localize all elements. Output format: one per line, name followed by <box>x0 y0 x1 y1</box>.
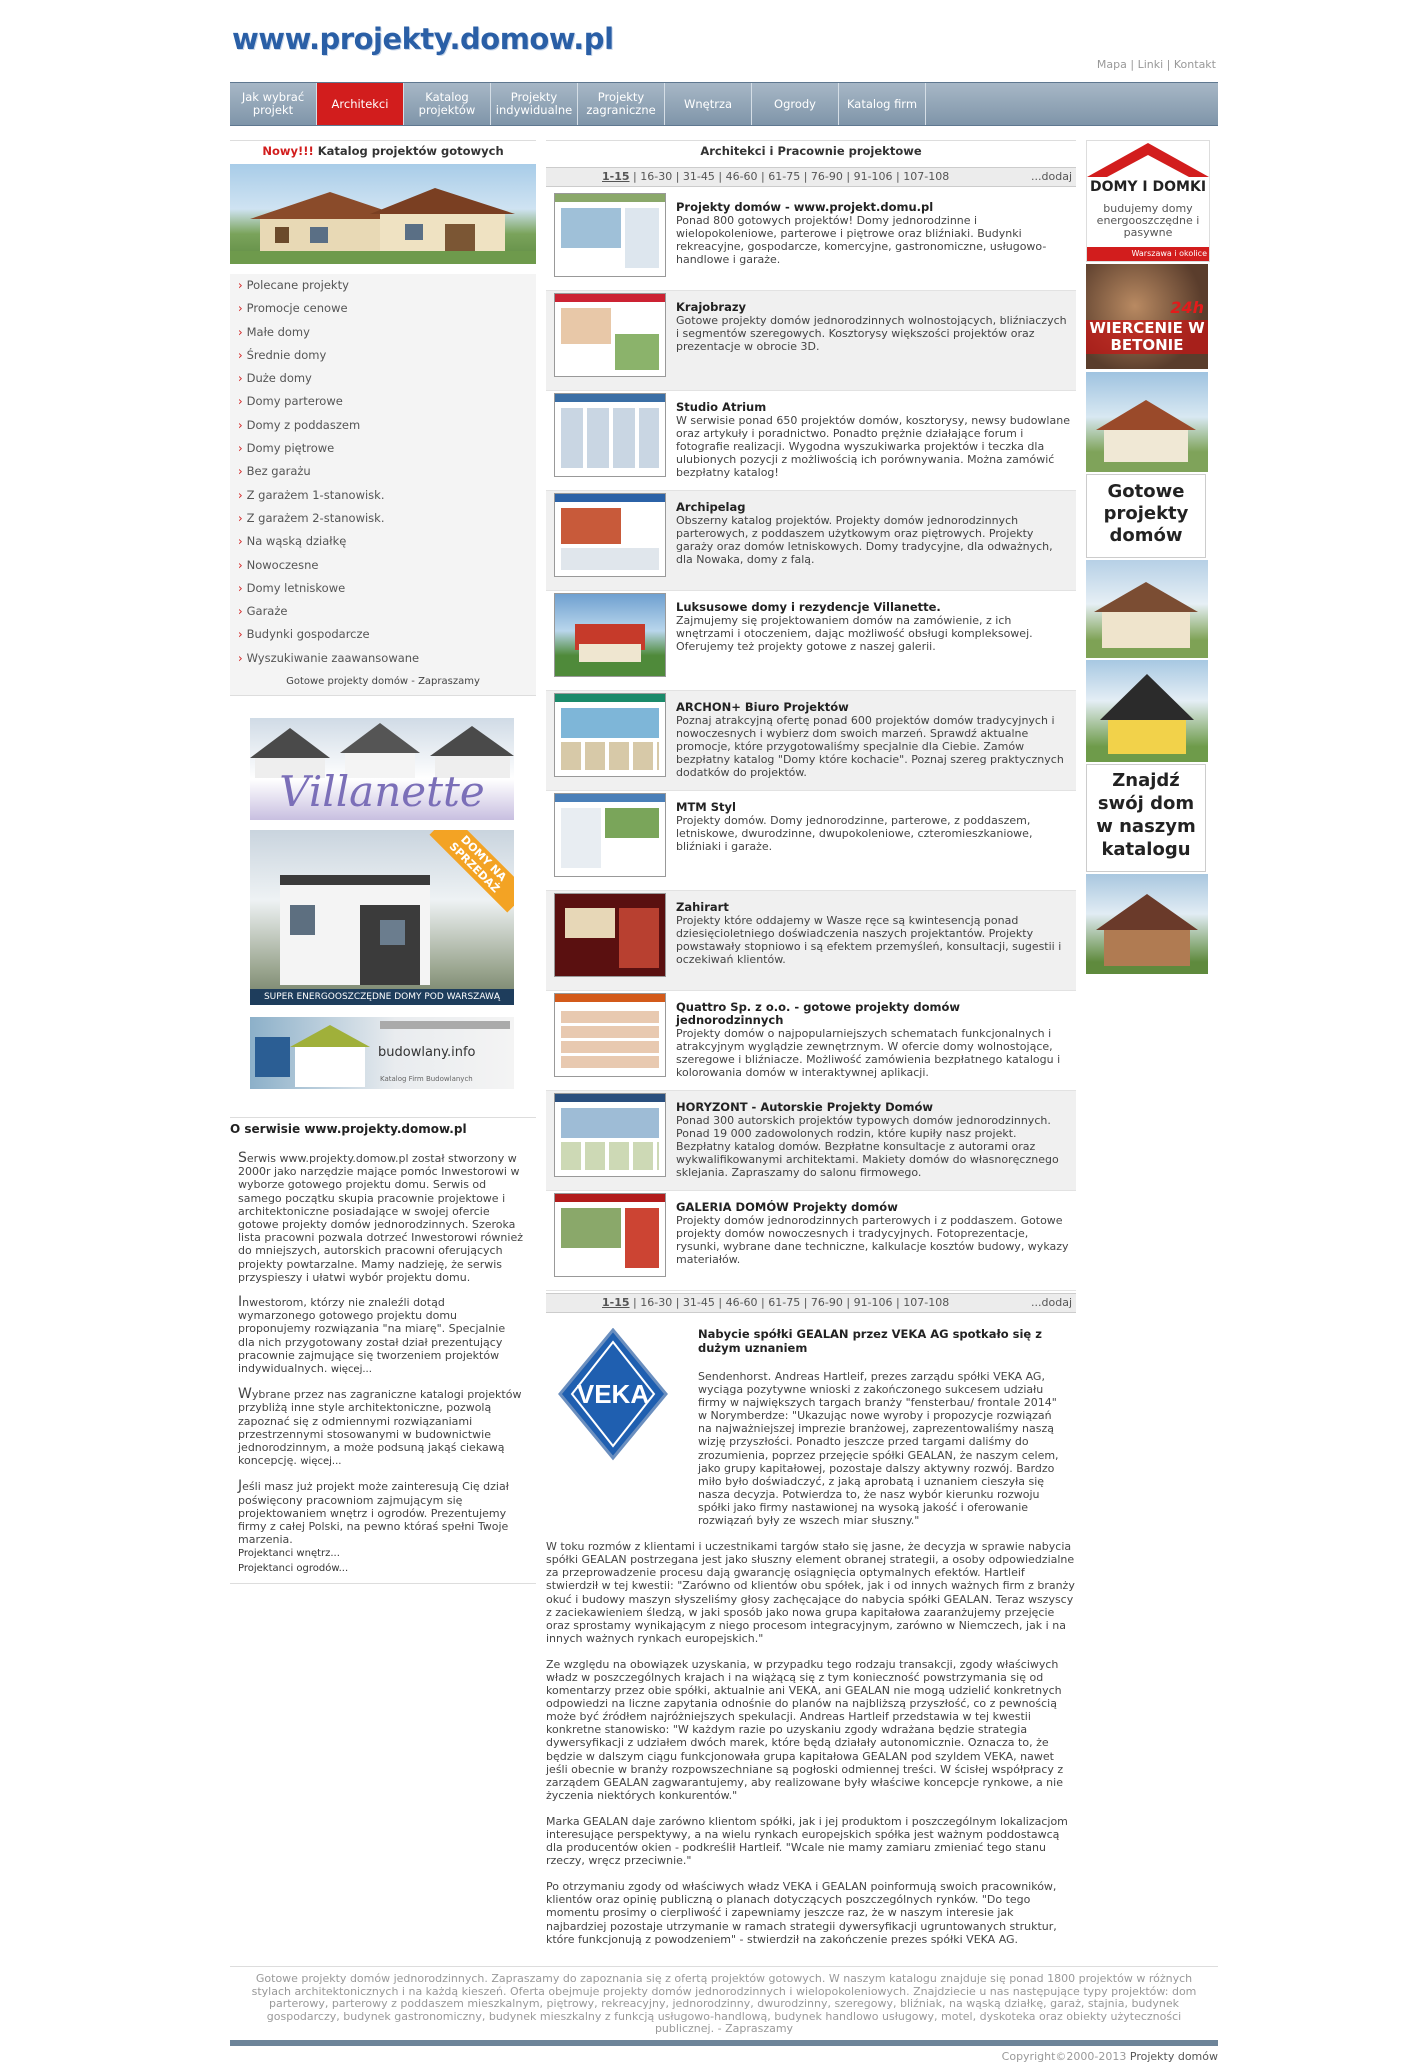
footer <box>230 1966 1218 2063</box>
architect-entry[interactable] <box>546 1091 1076 1191</box>
pager-link[interactable]: 1-15 <box>602 170 630 183</box>
menu-item[interactable]: › Garaże <box>238 604 288 619</box>
architect-entry[interactable] <box>546 791 1076 891</box>
nav-jak-wybrac[interactable]: Jak wybrać projekt <box>230 83 317 125</box>
main-nav <box>230 82 1218 126</box>
pager-link[interactable]: 76-90 <box>810 170 843 183</box>
entry-title[interactable]: MTM Styl <box>676 800 736 814</box>
pager-link[interactable]: 107-108 <box>903 1296 950 1309</box>
footer-text: Gotowe projekty domów jednorodzinnych. Zapraszamy do zapoznania się z ofertą projektów gotowych. W naszym katalogu znajduje się ponad 1800 projektów w różnych stylach architektonicznych i na każdą kieszeń. Oferta obejmuje projekty domów jednorodzinnych i wielopokoleniowych. Znajdziecie u nas następujące typy projektów: dom parterowy, parterowy z poddaszem mieszkalnym, piętrowy, rekreacyjny, jednorodzinny, dwurodzinny, szeregowy, bliźniak, na wąską działkę, garaż, stajnia, budynek gospodarczy, budynek gastronomiczny, budynek mieszkalny z funkcją usługowo-handlową, budynek handlowo usługowy, motel, dyskoteka oraz obiekty użyteczności publicznej. - Zapraszamy <box>230 1966 1218 2036</box>
house-illustration <box>230 164 536 264</box>
more-link[interactable]: więcej... <box>300 1456 342 1468</box>
banner-stripe <box>380 1021 510 1029</box>
about-section <box>230 1117 536 1584</box>
entry-thumbnail[interactable] <box>554 693 666 777</box>
center-title: Architekci i Pracownie projektowe <box>546 140 1076 161</box>
link-mapa[interactable]: Mapa <box>1096 58 1127 71</box>
entry-thumbnail[interactable] <box>554 193 666 277</box>
entry-text: Projekty które oddajemy w Wasze ręce są kwintesencją ponad dziesięcioletniego doświadczenia naszych projektantów. Projekty powstawały stopniowo i są efektem przemyśleń, konsultacji, sugestii i oczekiwań klientów. <box>676 914 1062 967</box>
entry-title[interactable]: Luksusowe domy i rezydencje Villanette. <box>676 600 941 614</box>
entry-text: Projekty domów. Domy jednorodzinne, parterowe, z poddaszem, letniskowe, dwurodzinne, dwupokoleniowe, czteromieszkaniowe, bliźniaki i garaże. <box>676 814 1033 854</box>
villanette-banner[interactable] <box>250 718 514 820</box>
news-p1-intro: Sendenhorst. Andreas Hartleif, prezes zarządu spółki VEKA AG, wyciąga pozytywne wnioski z zakończonego sukcesem udziału firmy w największych targach branży "fensterbau/ frontale 2014" w Norymberdze: "Ukazując nowe wyroby i propozycje rozwiązań na najważniejszej imprezie branżowej, zaprezentowaliśmy naszą wizję przyszłości. Ponadto jeszcze przed targami daliśmy do zrozumienia, poprzez przejęcie spółki GEALAN, że naszym celem, jako grupy kapitałowej, pozostaje dalszy aktywny rozwój. Bardzo miło było doświadczyć, z jaką aprobatą i uznaniem cieszyła się nasza decyzja. Potwierdza to, że nasz wybór kierunku rozwoju spółki jako firmy nastawionej na wysoką jakość i oferowanie rozwiązań były ze wszech miar słuszny." <box>698 1370 1059 1528</box>
gotowe-projekty-banner[interactable]: Gotowe projekty domów <box>1086 474 1206 558</box>
architect-entry[interactable] <box>546 291 1076 391</box>
nav-ogrody[interactable]: Ogrody <box>752 83 839 125</box>
pager-link[interactable]: 107-108 <box>903 170 950 183</box>
news-p3: Ze względu na obowiązek uzyskania, w przypadku tego rodzaju transakcji, zgody właściwych władz w poszczególnych krajach i na wiążącą się z tym konieczność powstrzymania się od komentarzy przez obie spółki, aktualnie ani VEKA, ani GEALAN nie mogą udzielić konkretnych odpowiedzi na liczne zapytania odnośnie do planów na najbliższą przyszłość, co z pewnością może być źródłem najróżniejszych spekulacji. Andreas Hartleif przedstawia w tej kwestii konkretne stanowisko: "W każdym razie po uzyskaniu zgody wdrażana będzie strategia dywersyfikacji z udziałem dwóch marek, które będą działały autonomicznie. Oznacza to, że będzie w dalszym ciągu funkcjonowała grupa kapitałowa GEALAN pod szyldem VEKA, nawet jeśli obecnie w branży rozpowszechniane są pogłoski odmiennej treści. W ścisłej współpracy z zarządem GEALAN zagwarantujemy, aby realizowane były właściwe koncepcje rynkowe, a nie życzenia niektórych konkurentów." <box>546 1657 1064 1802</box>
entry-thumbnail[interactable] <box>554 993 666 1077</box>
footer-brand-link[interactable]: Projekty domów <box>1129 2049 1218 2063</box>
house-photo-2[interactable] <box>1086 560 1208 658</box>
menu-item[interactable]: › Domy letniskowe <box>238 580 346 595</box>
copyright: Copyright©2000-2013 Projekty domów <box>1001 2049 1218 2063</box>
pager-add-link[interactable]: ...dodaj <box>1031 170 1072 183</box>
pager-link[interactable]: 61-75 <box>768 1296 801 1309</box>
link-projektanci-ogrodow[interactable]: Projektanci ogrodów... <box>238 1562 349 1574</box>
b2-badge: 24h <box>1170 298 1204 317</box>
news-title[interactable]: Nabycie spółki GEALAN przez VEKA AG spotkało się z dużym uznaniem <box>698 1327 1042 1355</box>
menu-item[interactable]: › Z garażem 2-stanowisk. <box>238 510 385 525</box>
entry-title[interactable]: Quattro Sp. z o.o. - gotowe projekty domów jednorodzinnych <box>676 1000 960 1028</box>
architect-entry[interactable] <box>546 1191 1076 1291</box>
entry-title[interactable]: Studio Atrium <box>676 400 767 414</box>
pager-link[interactable]: 31-45 <box>682 1296 715 1309</box>
entry-thumbnail[interactable] <box>554 893 666 977</box>
pager-link[interactable]: 46-60 <box>725 1296 758 1309</box>
nav-katalog-projektow[interactable]: Katalog projektów <box>404 83 491 125</box>
architect-list <box>546 191 1076 1291</box>
entry-title[interactable]: HORYZONT - Autorskie Projekty Domów <box>676 1100 934 1114</box>
entry-text: Projekty domów jednorodzinnych parterowych i z poddaszem. Gotowe projekty domów nowoczesnych i tradycyjnych. Fotoprezentacje, rysunki, wybrane dane techniczne, kalkulacje kosztów budowy, wykazy materiałów. <box>676 1214 1069 1267</box>
architect-entry[interactable] <box>546 591 1076 691</box>
link-kontakt[interactable]: Kontakt <box>1173 58 1216 71</box>
entry-text: Projekty domów o najpopularniejszych schematach funkcjonalnych i atrakcyjnym wyglądzie zewnętrznym. W ofercie domy wolnostojące, szeregowe i bliźniacze. Możliwość zamówienia bezpłatnego katalogu i kolorowania domów w interaktywnej aplikacji. <box>676 1027 1061 1080</box>
entry-text: Poznaj atrakcyjną ofertę ponad 600 projektów domów tradycyjnych i nowoczesnych i wybierz dom swoich marzeń. Sprawdź aktualne promocje, które przygotowaliśmy specjalnie dla Ciebie. Zamów bezpłatny katalog "Domy które kochacie". Poznaj szereg praktycznych dodatków do projektów. <box>676 714 1064 780</box>
menu-item[interactable]: › Na wąską działkę <box>238 534 347 549</box>
menu-item[interactable]: › Domy z poddaszem <box>238 417 361 432</box>
menu-item[interactable]: › Małe domy <box>238 324 310 339</box>
top-links: Mapa | Linki | Kontakt <box>1096 58 1216 71</box>
menu-item[interactable]: › Duże domy <box>238 371 312 386</box>
menu-item[interactable]: › Domy piętrowe <box>238 441 335 456</box>
news-p4: Marka GEALAN daje zarówno klientom spółki, jak i jej produktom i poszczególnym lokalizacjom interesujące perspektywy, a na wielu rynkach europejskich spółka jest ważnym poddostawcą dla producentów okien - podkreślił Hartleif. "Wcale nie mamy zamiaru zmieniać tego stanu rzeczy, wręcz przeciwnie." <box>546 1814 1068 1868</box>
pager-link[interactable]: 16-30 <box>640 1296 673 1309</box>
entry-title[interactable]: GALERIA DOMÓW Projekty domów <box>676 1200 898 1214</box>
pager-link[interactable]: 91-106 <box>853 1296 893 1309</box>
entry-text: W serwisie ponad 650 projektów domów, kosztorysy, newsy budowlane oraz artykuły i poradnictwo. Ponadto prężnie działające forum i fotografie realizacji. Wygodna wyszukiwarka projektów i teczka dla ulubionych pozycji z możliwością ich porównywania. Można zamówić bezpłatny katalog! <box>676 414 1070 480</box>
architect-entry[interactable] <box>546 491 1076 591</box>
budowlany-banner[interactable] <box>250 1017 514 1089</box>
entry-text: Gotowe projekty domów jednorodzinnych wolnostojących, bliźniaczych i segmentów szeregowych. Kosztorysy większości projektów oraz prezentacje w obrocie 3D. <box>676 314 1067 354</box>
veka-logo-text: VEKA <box>576 1379 650 1409</box>
about-p3: Wybrane przez nas zagraniczne katalogi projektów przybliżą inne style architektoniczne, pozwolą zapoznać się z odmiennymi rozwiązaniami przestrzennymi stosowanymi w budownictwie jednorodzinnym, a może podsuną jakąś ciekawą koncepcję. więcej... <box>238 1386 522 1468</box>
menu-item[interactable]: › Polecane projekty <box>238 278 349 292</box>
architect-entry[interactable] <box>546 391 1076 491</box>
site-logo[interactable]: www.projekty.domow.pl <box>232 22 614 56</box>
architect-entry[interactable] <box>546 991 1076 1091</box>
pager-link[interactable]: 76-90 <box>810 1296 843 1309</box>
entry-title[interactable]: ARCHON+ Biuro Projektów <box>676 700 849 714</box>
banner-caption: SUPER ENERGOOSZCZĘDNE DOMY POD WARSZAWĄ <box>250 989 514 1005</box>
news-p2: W toku rozmów z klientami i uczestnikami targów stało się jasne, że decyzja w sprawie nabycia spółki GEALAN postrzegana jest jako słuszny element obranej strategii, a osoby odpowiedzialne za przeprowadzenie procesu dają gwarancję osiągnięcia optymalnych efektów. Hartleif stwierdził w tej kwestii: "Zarówno od klientów obu spółek, jak i od innych ważnych firm z branży okuć i budowy maszyn słyszeliśmy głosy zachęcające do nabycia spółki GEALAN. Teraz wszyscy z zaciekawieniem śledzą, w jaki sposób jako nowa grupa kapitałowa zaaranżujemy przejęcie oraz sprostamy wynikającym z niego procesom integracyjnym, zarówno w Niemczech, jak i na innych ważnych rynkach europejskich." <box>546 1540 1075 1645</box>
entry-title[interactable]: Krajobrazy <box>676 300 747 314</box>
entry-text: Zajmujemy się projektowaniem domów na zamówienie, z ich wnętrzami i otoczeniem, dając możliwość obsługi kompleksowej. Oferujemy też projekty gotowe z naszej galerii. <box>676 614 1033 654</box>
menu-item[interactable]: › Wyszukiwanie zaawansowane <box>238 650 420 665</box>
about-title: O serwisie www.projekty.domow.pl <box>230 1117 536 1140</box>
entry-thumbnail[interactable] <box>554 1093 666 1177</box>
center-column <box>546 140 1076 1313</box>
menu-item[interactable]: › Budynki gospodarcze <box>238 627 370 642</box>
menu-footer: Gotowe projekty domów - Zapraszamy <box>230 670 536 696</box>
house-illustration <box>1086 560 1208 658</box>
domy-na-sprzedaz-banner[interactable] <box>250 830 514 1005</box>
budowlany-sub: Katalog Firm Budowlanych <box>380 1075 473 1083</box>
znajdz-dom-banner[interactable]: Znajdź swój dom w naszym katalogu <box>1086 764 1206 872</box>
architect-entry[interactable] <box>546 191 1076 291</box>
news-p5: Po otrzymaniu zgody od właściwych władz VEKA i GEALAN poinformują swoich pracowników, klientów oraz opinię publiczną o planach dotyczących poszczególnych rynków. "Do tego momentu prosimy o cierpliwość i zapewniamy jeszcze raz, że w naszym interesie jak najbardziej pozostaje utrzymanie w ramach strategii dywersyfikacji ugruntowanych struktur, które funkcjonują z powodzeniem" - stwierdził na zakończenie prezes spółki VEKA AG. <box>546 1880 1057 1946</box>
menu-item[interactable]: › Domy parterowe <box>238 394 343 409</box>
sale-badge: DOMY NA SPRZEDAŻ <box>430 830 514 912</box>
about-p4: Jeśli masz już projekt może zainteresują Cię dział poświęcony pracowniom zajmującym się projektowaniem wnętrz i ogrodów. Prezentujemy firmy z całej Polski, na pewno któraś spełni Twoje marzenia. Projektanci wnętrz... Projektanci ogrodów... <box>238 1478 509 1574</box>
villanette-text: Villanette <box>279 767 485 816</box>
pager-link[interactable]: 16-30 <box>640 170 673 183</box>
entry-thumbnail[interactable] <box>554 793 666 877</box>
left-column <box>230 140 536 696</box>
about-p1: Serwis www.projekty.domow.pl został stworzony w 2000r jako narzędzie mające pomóc Inwestorowi w wyborze gotowego projektu domu. Serwis od samego początku skupia pracownie projektowe i architektoniczne posiadające w swojej ofercie gotowe projekty domów jednorodzinnych. Szeroka lista pracowni pozwala dotrzeć Inwestorowi również do mniejszych, autorskich pracowni oferujących projekty powtarzalne. Mamy nadzieję, że serwis przyspieszy i ułatwi wybór projektu domu. <box>238 1150 523 1284</box>
nav-wnetrza[interactable]: Wnętrza <box>665 83 752 125</box>
entry-thumbnail[interactable] <box>554 593 666 677</box>
b1-text: budujemy domy energooszczędne i pasywne <box>1096 202 1200 239</box>
catalog-title: Katalog projektów gotowych <box>317 144 504 158</box>
nav-projekty-zagraniczne[interactable]: Projekty zagraniczne <box>578 83 665 125</box>
pager-link[interactable]: 1-15 <box>602 1296 630 1309</box>
b1-sub: Warszawa i okolice <box>1087 247 1209 261</box>
entry-text: Obszerny katalog projektów. Projekty domów jednorodzinnych parterowych, z poddaszem użytkowym oraz piętrowych. Projekty garaży oraz domów letniskowych. Domy tradycyjne, dla odważnych, dla Nowaka, domy z falą. <box>676 514 1053 567</box>
nav-architekci[interactable]: Architekci <box>317 83 404 125</box>
pager-bottom: 1-15 | 16-30 | 31-45 | 46-60 | 61-75 | 76-90 | 91-106 | 107-108 ...dodaj <box>546 1293 1076 1313</box>
entry-title[interactable]: Projekty domów - www.projekt.domu.pl <box>676 200 934 214</box>
entry-thumbnail[interactable] <box>554 493 666 577</box>
nav-katalog-firm[interactable]: Katalog firm <box>839 83 926 125</box>
catalog-menu <box>230 274 536 670</box>
pager-top: 1-15 | 16-30 | 31-45 | 46-60 | 61-75 | 76-90 | 91-106 | 107-108 ...dodaj <box>546 167 1076 187</box>
catalog-heading[interactable] <box>230 140 536 161</box>
pager-link[interactable]: 91-106 <box>853 170 893 183</box>
b1-title: DOMY I DOMKI <box>1089 179 1207 195</box>
architect-entry[interactable] <box>546 891 1076 991</box>
b2-text: WIERCENIE W BETONIE <box>1086 320 1208 354</box>
entry-title[interactable]: Archipelag <box>676 500 746 514</box>
domy-i-domki-banner[interactable] <box>1086 140 1210 262</box>
menu-item[interactable]: › Bez garażu <box>238 464 311 479</box>
entry-title[interactable]: Zahirart <box>676 900 729 914</box>
catalog-new-badge: Nowy!!! <box>262 144 314 158</box>
entry-thumbnail[interactable] <box>554 393 666 477</box>
house-photo-3[interactable] <box>1086 660 1208 762</box>
entry-text: Ponad 800 gotowych projektów! Domy jednorodzinne i wielopokoleniowe, parterowe i piętrowe oraz bliźniaki. Budynki rekreacyjne, gospodarcze, komercyjne, gastronomiczne, usługowo-handlowe i garaże. <box>676 214 1047 267</box>
more-link[interactable]: więcej... <box>330 1364 372 1376</box>
roof-icon <box>1087 141 1209 177</box>
link-linki[interactable]: Linki <box>1137 58 1164 71</box>
house-illustration <box>1086 660 1208 762</box>
pager-link[interactable]: 61-75 <box>768 170 801 183</box>
architect-entry[interactable] <box>546 691 1076 791</box>
house-photo-4[interactable] <box>1086 874 1208 974</box>
menu-item[interactable]: › Promocje cenowe <box>238 301 348 316</box>
construction-illustration <box>250 1017 370 1089</box>
wiercenie-banner[interactable] <box>1086 264 1208 369</box>
entry-text: Ponad 300 autorskich projektów typowych domów jednorodzinnych. Ponad 19 000 zadowolonych rodzin, które kupiły nasz projekt. Bezpłatny katalog domów. Bezpłatne konsultacje z autorami oraz wykwalifikowanymi architektami. Makiety domów do własnoręcznego sklejania. Zapraszamy do salonu firmowego. <box>676 1114 1059 1180</box>
nav-projekty-indywidualne[interactable]: Projekty indywidualne <box>491 83 578 125</box>
news-body <box>546 1370 1076 1959</box>
budowlany-text: budowlany.info <box>378 1045 476 1060</box>
house-photo-1[interactable] <box>1086 372 1208 472</box>
catalog-house-image[interactable] <box>230 164 536 264</box>
entry-thumbnail[interactable] <box>554 1193 666 1277</box>
entry-thumbnail[interactable] <box>554 293 666 377</box>
about-divider <box>230 1583 536 1584</box>
house-illustration <box>1086 372 1208 472</box>
link-projektanci-wnetrz[interactable]: Projektanci wnętrz... <box>238 1548 340 1560</box>
about-p2: Inwestorom, którzy nie znaleźli dotąd wymarzonego gotowego projektu domu proponujemy rozwiązania "na miarę". Specjalnie dla nich przygotowany został dział prezentujący pracownie zajmujące się tworzeniem projektów indywidualnych. więcej... <box>238 1294 506 1376</box>
house-illustration <box>1086 874 1208 974</box>
menu-item[interactable]: › Nowoczesne <box>238 557 319 572</box>
menu-item[interactable]: › Z garażem 1-stanowisk. <box>238 487 385 502</box>
menu-item[interactable]: › Średnie domy <box>238 347 327 362</box>
pager-link[interactable]: 31-45 <box>682 170 715 183</box>
pager-link[interactable]: 46-60 <box>725 170 758 183</box>
pager-add-link[interactable]: ...dodaj <box>1031 1296 1072 1309</box>
